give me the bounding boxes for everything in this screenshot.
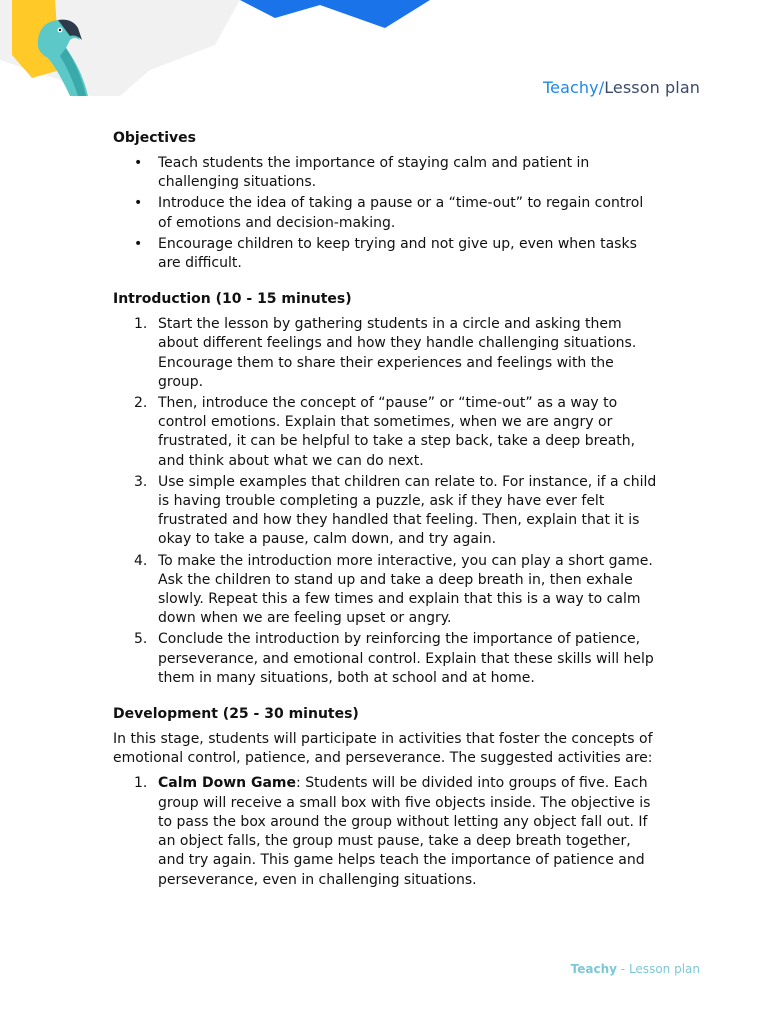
introduction-heading: Introduction (10 - 15 minutes)	[113, 291, 352, 308]
footer-brand: Teachy	[570, 962, 617, 976]
development-heading: Development (25 - 30 minutes)	[113, 706, 359, 723]
list-item-text: To make the introduction more interactive, you can play a short game. Ask the children to stand up and take a deep breath in, then exhale slowly. Repeat this a few times and explain that this is a way to calm down when we are feeling upset or angry.	[158, 552, 653, 627]
header-decoration	[0, 0, 460, 100]
list-number: 5.	[134, 631, 148, 648]
list-item: • Introduce the idea of taking a pause or a “time-out” to regain control of emotions and decision-making.	[113, 194, 658, 232]
list-item	[113, 394, 658, 471]
list-item	[113, 315, 658, 392]
list-item	[113, 774, 658, 889]
list-number: 1.	[134, 316, 148, 333]
header-brand: Teachy/	[542, 78, 605, 97]
list-item-text: Start the lesson by gathering students in a circle and asking them about different feelings and how they handle challenging situations. Encourage them to share their experiences and feelings with the group.	[158, 316, 637, 390]
objectives-heading: Objectives	[113, 130, 196, 146]
introduction-list	[113, 315, 658, 688]
list-item	[113, 552, 658, 629]
header-lesson-plan: Lesson plan	[604, 78, 700, 97]
list-item-text: Conclude the introduction by reinforcing the importance of patience, perseverance, and emotional control. Explain that these skills will help them in many situations, both at school and at home.	[158, 631, 654, 686]
list-number: 4.	[134, 552, 148, 569]
footer	[571, 962, 700, 976]
list-item-text: : Students will be divided into groups of five. Each group will receive a small box with five objects inside. The objective is to pass the box around the group without letting any object fall out. If an object falls, the group must pause, take a deep breath together, and try again. This game helps teach the importance of patience and perseverance, even in challenging situations.	[158, 775, 651, 888]
development-intro: In this stage, students will participate in activities that foster the concepts of emotional control, patience, and perseverance. The suggested activities are:	[113, 731, 653, 767]
development-list	[113, 774, 658, 889]
list-number: 3.	[134, 473, 148, 490]
activity-title: Calm Down Game	[158, 775, 297, 792]
footer-separator: -	[616, 962, 629, 976]
list-number: 1.	[134, 775, 148, 792]
list-item	[113, 473, 658, 550]
header-title	[543, 78, 700, 97]
list-number: 2.	[134, 395, 148, 412]
footer-title: Lesson plan	[628, 962, 700, 976]
list-item-text: Then, introduce the concept of “pause” or “time-out” as a way to control emotions. Explain that sometimes, when we are angry or frustrated, it can be helpful to take a step back, take a deep breath, and think about what we can do next.	[158, 395, 636, 469]
objectives-list	[113, 154, 658, 273]
lesson-content	[113, 129, 658, 892]
list-item: • Teach students the importance of staying calm and patient in challenging situations.	[113, 154, 658, 192]
list-item: • Encourage children to keep trying and not give up, even when tasks are difficult.	[113, 235, 658, 273]
list-item	[113, 630, 658, 688]
list-item-text: Use simple examples that children can relate to. For instance, if a child is having trouble completing a puzzle, ask if they have ever felt frustrated and how they handled that feeling. Then, explain that it is okay to take a pause, calm down, and try again.	[158, 473, 657, 548]
